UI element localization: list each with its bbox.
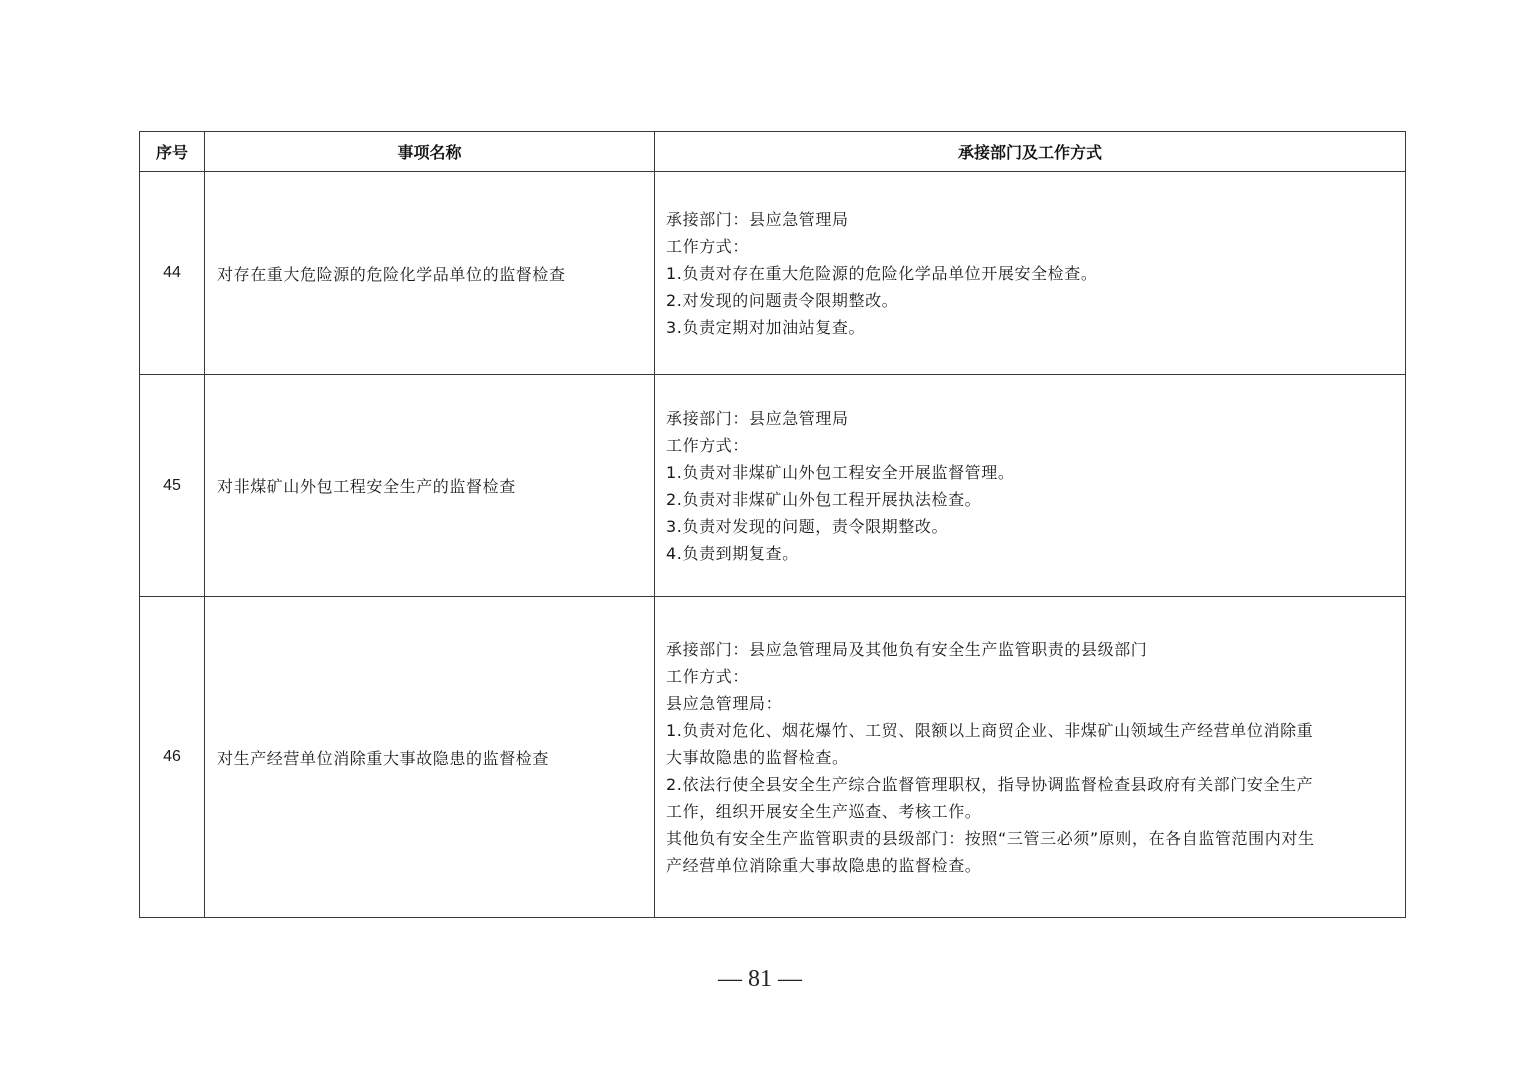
department-text-line: 产经营单位消除重大事故隐患的监督检查。	[666, 855, 982, 875]
row-item-name: 对生产经营单位消除重大事故隐患的监督检查	[205, 597, 655, 918]
row-serial-number: 44	[140, 172, 205, 375]
department-text-line: 承接部门：县应急管理局	[666, 209, 849, 229]
page-number: — 81 —	[718, 966, 802, 992]
row-department-method	[655, 375, 1406, 597]
department-text-line: 2.对发现的问题责令限期整改。	[666, 290, 899, 310]
table-row	[140, 597, 1406, 918]
header-serial-number: 序号	[140, 132, 205, 172]
row-serial-number: 46	[140, 597, 205, 918]
table-header-row	[140, 132, 1406, 172]
department-text-line: 县应急管理局：	[666, 693, 783, 713]
department-text-line: 大事故隐患的监督检查。	[666, 747, 849, 767]
department-text-line: 工作方式：	[666, 435, 750, 455]
department-text-line: 工作方式：	[666, 666, 750, 686]
department-text-line: 承接部门：县应急管理局	[666, 408, 849, 428]
row-department-method	[655, 597, 1406, 918]
row-item-name: 对非煤矿山外包工程安全生产的监督检查	[205, 375, 655, 597]
department-text-line: 1.负责对危化、烟花爆竹、工贸、限额以上商贸企业、非煤矿山领域生产经营单位消除重	[666, 720, 1314, 740]
department-text-line: 工作，组织开展安全生产巡查、考核工作。	[666, 801, 982, 821]
department-text-line: 工作方式：	[666, 236, 750, 256]
department-text-line: 3.负责定期对加油站复查。	[666, 317, 866, 337]
row-serial-number: 45	[140, 375, 205, 597]
department-text-line: 承接部门：县应急管理局及其他负有安全生产监管职责的县级部门	[666, 639, 1148, 659]
table-row	[140, 375, 1406, 597]
header-department-method: 承接部门及工作方式	[655, 132, 1406, 172]
header-item-name: 事项名称	[205, 132, 655, 172]
department-text-line: 2.依法行使全县安全生产综合监督管理职权，指导协调监督检查县政府有关部门安全生产	[666, 774, 1314, 794]
row-department-method	[655, 172, 1406, 375]
department-text-line: 3.负责对发现的问题，责令限期整改。	[666, 516, 949, 536]
department-text-line: 2.负责对非煤矿山外包工程开展执法检查。	[666, 489, 982, 509]
row-item-name: 对存在重大危险源的危险化学品单位的监督检查	[205, 172, 655, 375]
department-text-line: 其他负有安全生产监管职责的县级部门：按照“三管三必须”原则，在各自监管范围内对生	[666, 828, 1315, 848]
department-text-line: 4.负责到期复查。	[666, 543, 799, 563]
department-text-line: 1.负责对存在重大危险源的危险化学品单位开展安全检查。	[666, 263, 1098, 283]
table-row	[140, 172, 1406, 375]
department-text-line: 1.负责对非煤矿山外包工程安全开展监督管理。	[666, 462, 1015, 482]
responsibility-table	[139, 131, 1406, 918]
